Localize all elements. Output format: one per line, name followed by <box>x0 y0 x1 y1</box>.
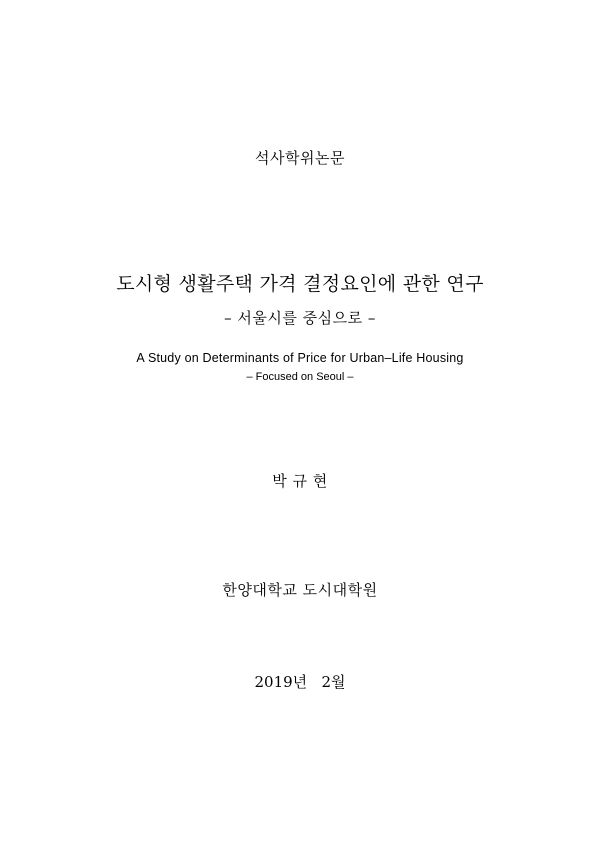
author-name: 박 규 현 <box>272 472 328 490</box>
submission-date: 2019년 2월 <box>254 673 346 691</box>
degree-type: 석사학위논문 <box>255 149 345 167</box>
thesis-subtitle-english: – Focused on Seoul – <box>246 371 354 383</box>
institution-name: 한양대학교 도시대학원 <box>222 581 378 599</box>
thesis-title-korean: 도시형 생활주택 가격 결정요인에 관한 연구 <box>116 273 484 295</box>
thesis-title-english: A Study on Determinants of Price for Urban–Life Housing <box>136 351 464 365</box>
thesis-subtitle-korean: – 서울시를 중심으로 – <box>224 309 376 327</box>
